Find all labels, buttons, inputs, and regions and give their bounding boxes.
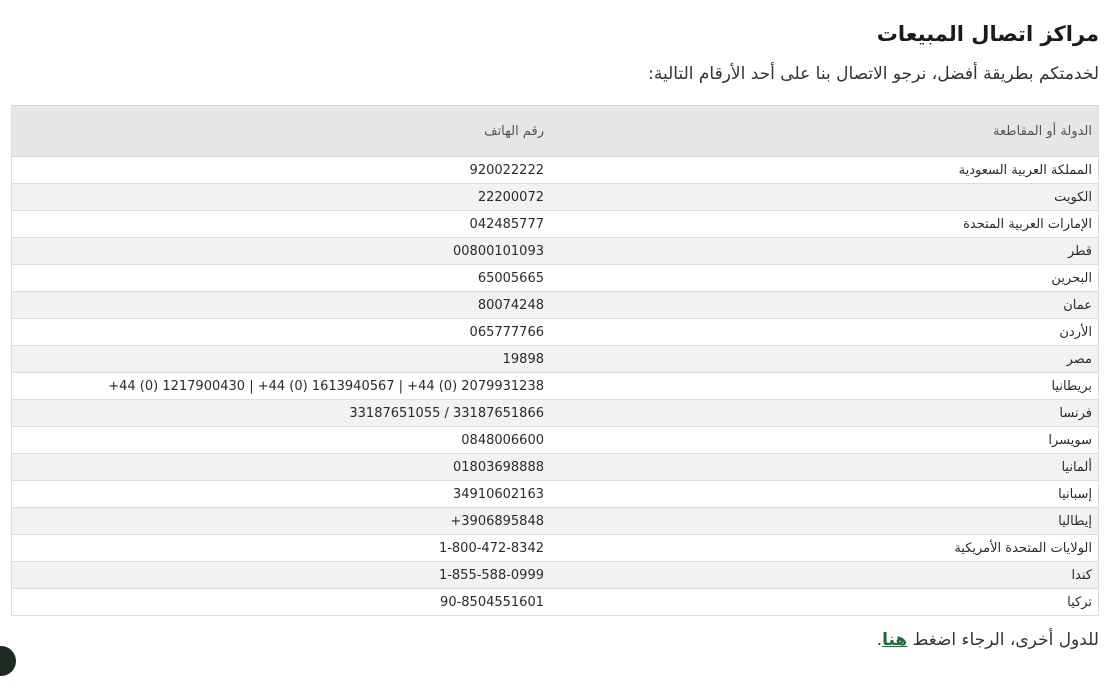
table-row: [12, 211, 1099, 238]
country-cell: كندا: [550, 562, 1099, 589]
country-cell: بريطانيا: [550, 373, 1099, 400]
table-row: [12, 292, 1099, 319]
country-cell: عمان: [550, 292, 1099, 319]
table-row: [12, 157, 1099, 184]
table-row: [12, 427, 1099, 454]
page-subtitle: لخدمتكم بطريقة أفضل، نرجو الاتصال بنا على أحد الأرقام التالية:: [648, 64, 1099, 84]
phone-cell: 34910602163: [12, 481, 551, 508]
phone-cell: 80074248: [12, 292, 551, 319]
phone-cell: 01803698888: [12, 454, 551, 481]
country-cell: الإمارات العربية المتحدة: [550, 211, 1099, 238]
country-cell: إيطاليا: [550, 508, 1099, 535]
phone-cell: +3906895848: [12, 508, 551, 535]
phone-cell: 1-855-588-0999: [12, 562, 551, 589]
table-row: [12, 373, 1099, 400]
phone-cell: 22200072: [12, 184, 551, 211]
phone-cell: 90-8504551601: [12, 589, 551, 616]
country-cell: مصر: [550, 346, 1099, 373]
phone-cell: 042485777: [12, 211, 551, 238]
table-row: [12, 481, 1099, 508]
contact-table: [11, 105, 1099, 616]
country-cell: الكويت: [550, 184, 1099, 211]
footer-suffix: .: [876, 630, 883, 650]
table-body: [12, 157, 1099, 616]
country-cell: سويسرا: [550, 427, 1099, 454]
footer-note: [877, 630, 1099, 650]
country-cell: الأردن: [550, 319, 1099, 346]
phone-cell: 920022222: [12, 157, 551, 184]
table-row: [12, 562, 1099, 589]
phone-cell: 1-800-472-8342: [12, 535, 551, 562]
phone-cell: 00800101093: [12, 238, 551, 265]
table-row: [12, 265, 1099, 292]
table-row: [12, 319, 1099, 346]
table-row: [12, 589, 1099, 616]
country-cell: فرنسا: [550, 400, 1099, 427]
country-cell: المملكة العربية السعودية: [550, 157, 1099, 184]
country-cell: ألمانيا: [550, 454, 1099, 481]
table-row: [12, 508, 1099, 535]
country-cell: البحرين: [550, 265, 1099, 292]
phone-cell: 19898: [12, 346, 551, 373]
column-header-country: الدولة أو المقاطعة: [550, 106, 1099, 157]
table-header-row: [12, 106, 1099, 157]
table-row: [12, 535, 1099, 562]
chat-widget-button[interactable]: [0, 646, 16, 676]
table-row: [12, 346, 1099, 373]
phone-cell: 33187651055 / 33187651866: [12, 400, 551, 427]
phone-cell: +44 (0) 1217900430 | +44 (0) 1613940567 | +44 (0) 2079931238: [12, 373, 551, 400]
table-row: [12, 400, 1099, 427]
phone-cell: 65005665: [12, 265, 551, 292]
other-countries-link[interactable]: هنا: [882, 630, 908, 650]
country-cell: تركيا: [550, 589, 1099, 616]
column-header-phone: رقم الهاتف: [12, 106, 551, 157]
phone-cell: 0848006600: [12, 427, 551, 454]
phone-cell: 065777766: [12, 319, 551, 346]
table-row: [12, 238, 1099, 265]
table-row: [12, 454, 1099, 481]
country-cell: إسبانيا: [550, 481, 1099, 508]
page-title: مراكز اتصال المبيعات: [876, 22, 1099, 46]
table-row: [12, 184, 1099, 211]
country-cell: الولايات المتحدة الأمريكية: [550, 535, 1099, 562]
footer-text: للدول أخرى، الرجاء اضغط: [907, 630, 1099, 650]
country-cell: قطر: [550, 238, 1099, 265]
